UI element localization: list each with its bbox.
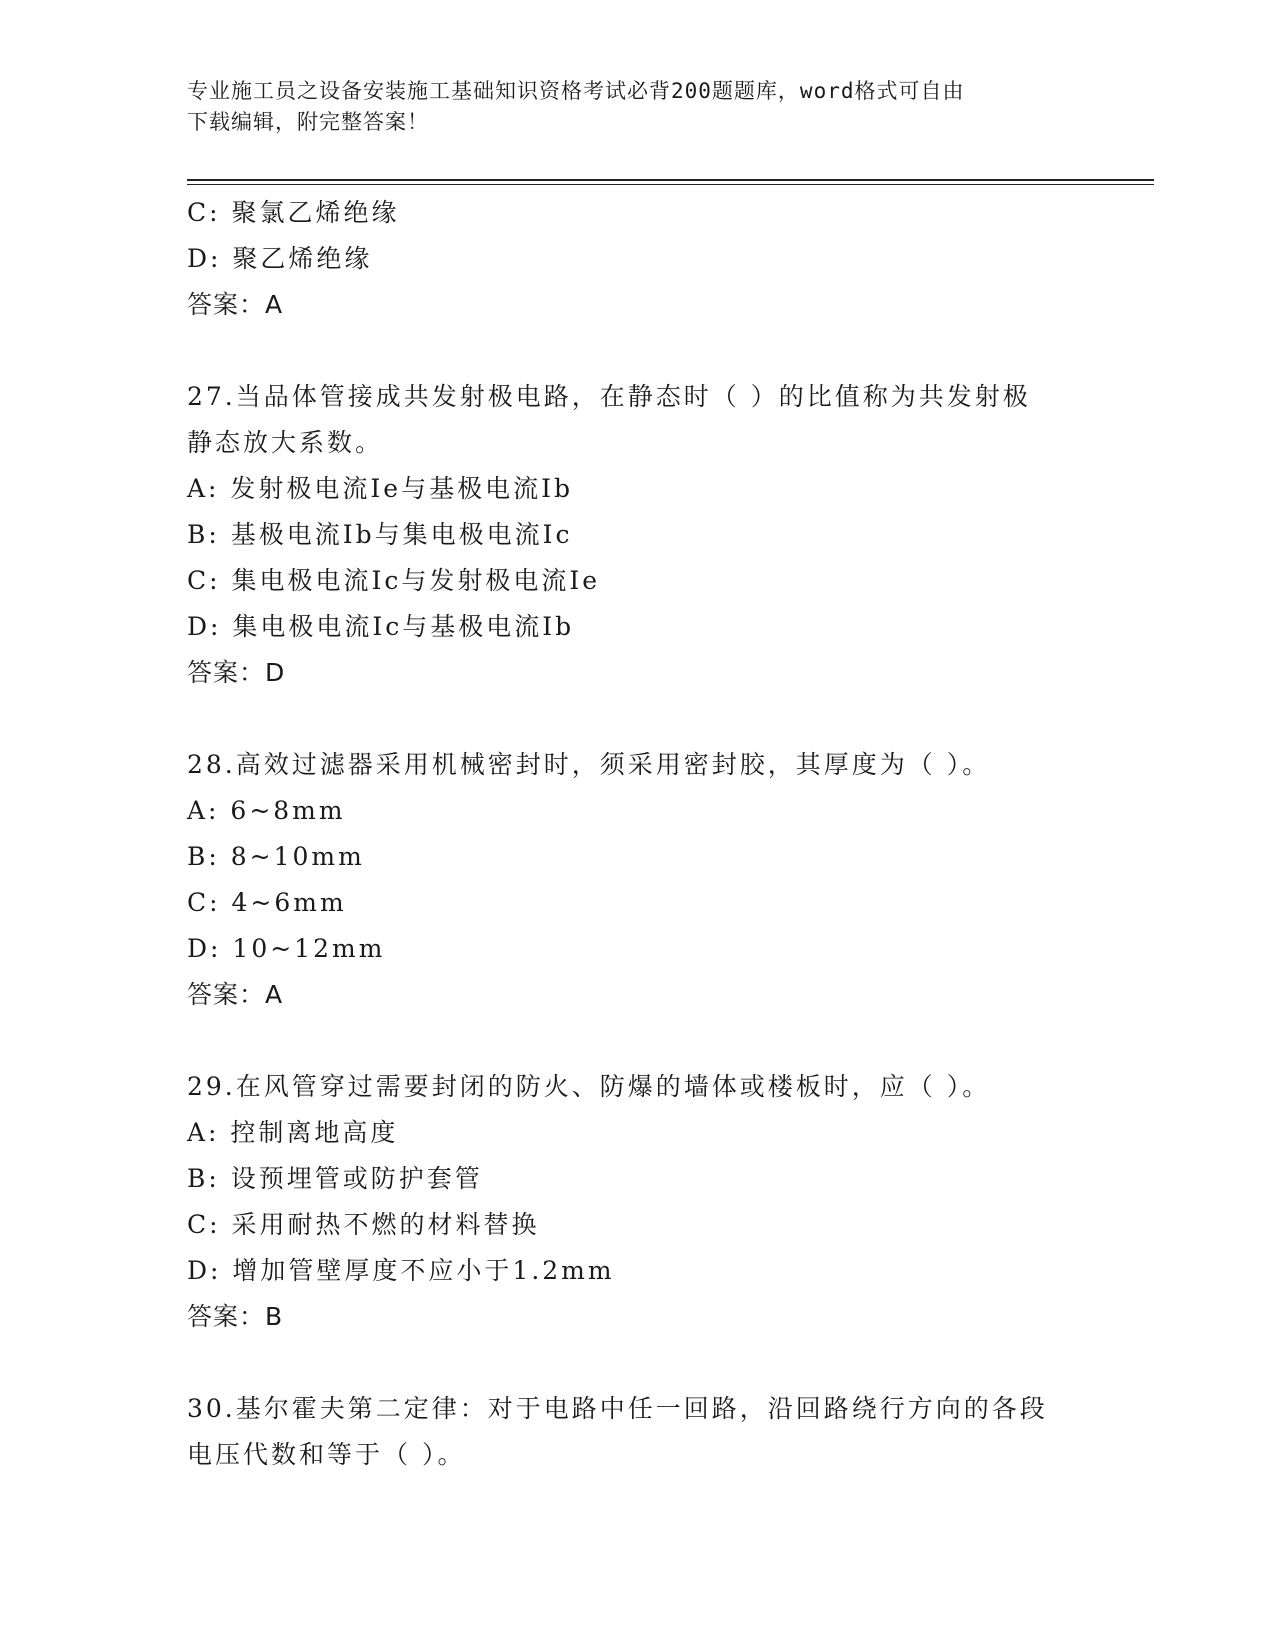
question-27 bbox=[187, 374, 1087, 696]
answer: 答案：A bbox=[187, 290, 284, 319]
option-a: A: 6~8mm bbox=[187, 796, 346, 825]
question-stem-continued: 静态放大系数。 bbox=[187, 428, 384, 457]
answer: 答案：D bbox=[187, 658, 286, 687]
question-stem: 29.在风管穿过需要封闭的防火、防爆的墙体或楼板时，应（ ）。 bbox=[187, 1072, 991, 1101]
page-header bbox=[187, 76, 1087, 138]
option-c: C: 聚氯乙烯绝缘 bbox=[187, 198, 400, 227]
option-b: B: 设预埋管或防护套管 bbox=[187, 1164, 483, 1193]
question-stem: 27.当品体管接成共发射极电路，在静态时（ ）的比值称为共发射极 bbox=[187, 382, 1031, 411]
option-a: A: 控制离地高度 bbox=[187, 1118, 399, 1147]
question-stem: 30.基尔霍夫第二定律：对于电路中任一回路，沿回路绕行方向的各段 bbox=[187, 1394, 1048, 1423]
option-d: D: 聚乙烯绝缘 bbox=[187, 244, 373, 273]
option-b: B: 基极电流Ib与集电极电流Ic bbox=[187, 520, 573, 549]
answer: 答案：B bbox=[187, 1302, 284, 1331]
question-28 bbox=[187, 742, 1087, 1018]
answer: 答案：A bbox=[187, 980, 284, 1009]
question-list bbox=[187, 190, 1087, 1478]
header-line-1: 专业施工员之设备安装施工基础知识资格考试必背200题题库，word格式可自由 bbox=[187, 79, 965, 103]
option-c: C: 集电极电流Ic与发射极电流Ie bbox=[187, 566, 601, 595]
question-30 bbox=[187, 1386, 1087, 1478]
option-c: C: 采用耐热不燃的材料替换 bbox=[187, 1210, 540, 1239]
question-29 bbox=[187, 1064, 1087, 1340]
option-b: B: 8~10mm bbox=[187, 842, 365, 871]
option-d: D: 10~12mm bbox=[187, 934, 386, 963]
option-c: C: 4~6mm bbox=[187, 888, 347, 917]
option-d: D: 增加管壁厚度不应小于1.2mm bbox=[187, 1256, 615, 1285]
previous-question-tail bbox=[187, 190, 1087, 328]
header-divider-thin bbox=[187, 184, 1154, 185]
header-divider-thick bbox=[187, 179, 1154, 181]
option-a: A: 发射极电流Ie与基极电流Ib bbox=[187, 474, 573, 503]
header-line-2: 下载编辑，附完整答案！ bbox=[187, 110, 429, 134]
question-stem-continued: 电压代数和等于（ ）。 bbox=[187, 1440, 466, 1469]
question-stem: 28.高效过滤器采用机械密封时，须采用密封胶，其厚度为（ ）。 bbox=[187, 750, 991, 779]
option-d: D: 集电极电流Ic与基极电流Ib bbox=[187, 612, 575, 641]
